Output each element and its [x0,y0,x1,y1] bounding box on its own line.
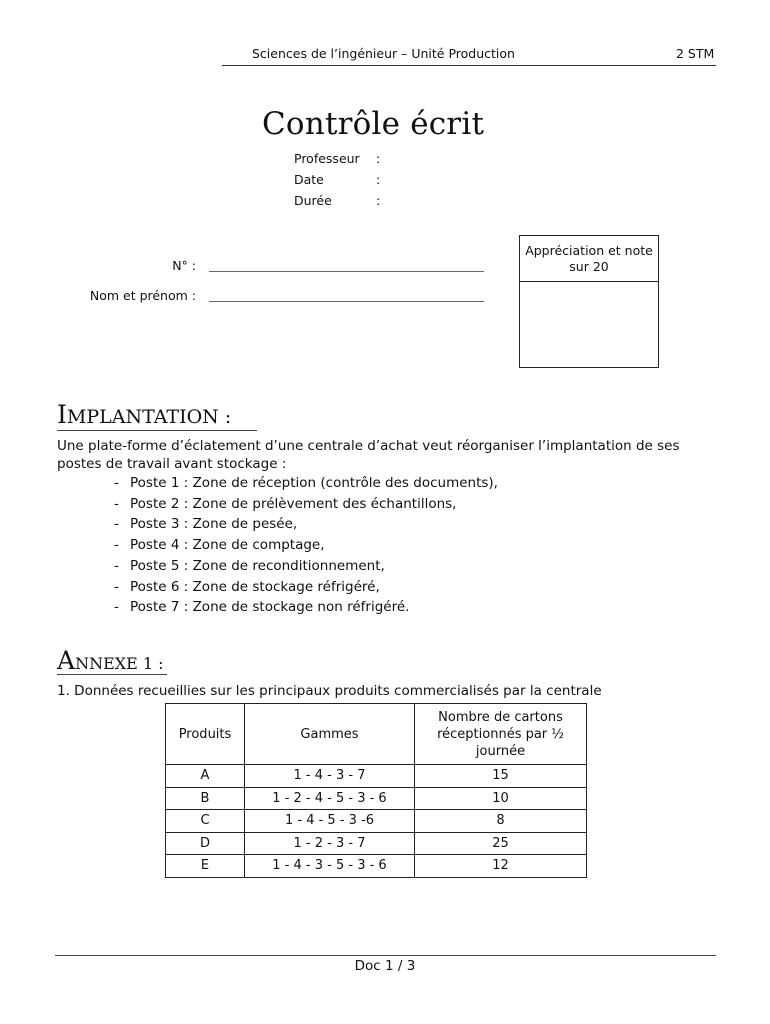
poste-text: Poste 7 : Zone de stockage non réfrigéré. [130,599,410,616]
cell-produit: D [166,832,245,855]
poste-text: Poste 6 : Zone de stockage réfrigéré, [130,578,380,595]
cell-gamme: 1 - 4 - 3 - 7 [245,765,415,788]
column-header-gammes: Gammes [245,704,415,765]
table-row [166,832,587,855]
table-row [166,765,587,788]
header-divider [222,65,716,66]
cell-cartons: 25 [415,832,587,855]
bullet-dash: - [114,599,119,616]
number-label: N° : [172,258,196,273]
column-header-produits: Produits [166,704,245,765]
section-title-annexe-rest: NNEXE 1 : [75,654,164,673]
list-item [114,597,498,618]
meta-label-professeur: Professeur [294,151,360,166]
meta-label-date: Date [294,172,324,187]
list-item [114,494,498,515]
cell-produit: C [166,810,245,833]
table-row [166,810,587,833]
page-number: Doc 1 / 3 [354,958,416,974]
cell-cartons: 8 [415,810,587,833]
bullet-dash: - [114,516,119,533]
poste-text: Poste 4 : Zone de comptage, [130,537,325,554]
products-table [165,703,587,878]
implantation-intro: Une plate-forme d’éclatement d’une centrale d’achat veut réorganiser l’implantation de ses postes de travail avant stockage : [57,438,680,472]
poste-list [114,473,498,618]
cell-gamme: 1 - 2 - 4 - 5 - 3 - 6 [245,787,415,810]
cell-produit: E [166,855,245,878]
bullet-dash: - [114,495,119,512]
poste-text: Poste 3 : Zone de pesée, [130,516,298,533]
cell-produit: A [166,765,245,788]
meta-colon: : [376,151,381,166]
bullet-dash: - [114,578,119,595]
list-item [114,473,498,494]
name-label: Nom et prénom : [89,288,196,303]
bullet-dash: - [114,537,119,554]
number-fill-line[interactable] [209,271,484,272]
section-underline [57,674,167,675]
bullet-dash: - [114,557,119,574]
cell-cartons: 12 [415,855,587,878]
poste-text: Poste 2 : Zone de prélèvement des échantillons, [130,495,457,512]
meta-colon: : [376,172,381,187]
cell-cartons: 10 [415,787,587,810]
section-title-implantation-rest: MPLANTATION : [66,406,232,428]
footer-divider [55,955,716,956]
column-header-cartons: Nombre de cartons réceptionnés par ½ journée [415,704,587,765]
header-class-label: 2 STM [676,46,715,61]
list-item [114,556,498,577]
table-row [166,787,587,810]
cell-cartons: 15 [415,765,587,788]
table-row [166,855,587,878]
cell-gamme: 1 - 2 - 3 - 7 [245,832,415,855]
grade-box-header: Appréciation et note sur 20 [520,236,658,282]
poste-text: Poste 1 : Zone de réception (contrôle des documents), [130,475,498,491]
table-header-row [166,704,587,765]
section-title-annexe: ANNEXE 1 : [57,646,164,675]
meta-label-duree: Durée [294,193,332,208]
bullet-dash: - [114,475,119,491]
cell-gamme: 1 - 4 - 3 - 5 - 3 - 6 [245,855,415,878]
list-item [114,514,498,535]
meta-colon: : [376,193,381,208]
list-item [114,535,498,556]
list-item [114,577,498,598]
section-underline [57,430,257,431]
cell-produit: B [166,787,245,810]
grade-box-entry-area[interactable] [520,282,658,367]
cell-gamme: 1 - 4 - 5 - 3 -6 [245,810,415,833]
poste-text: Poste 5 : Zone de reconditionnement, [130,557,385,574]
section-title-implantation: IMPLANTATION : [57,400,232,429]
header-course-title: Sciences de l’ingénieur – Unité Production [252,46,515,61]
grade-box [519,235,659,368]
name-fill-line[interactable] [209,301,484,302]
page-title: Contrôle écrit [262,106,485,142]
annexe-subtitle: 1. Données recueillies sur les principaux produits commercialisés par la centrale [57,683,602,699]
